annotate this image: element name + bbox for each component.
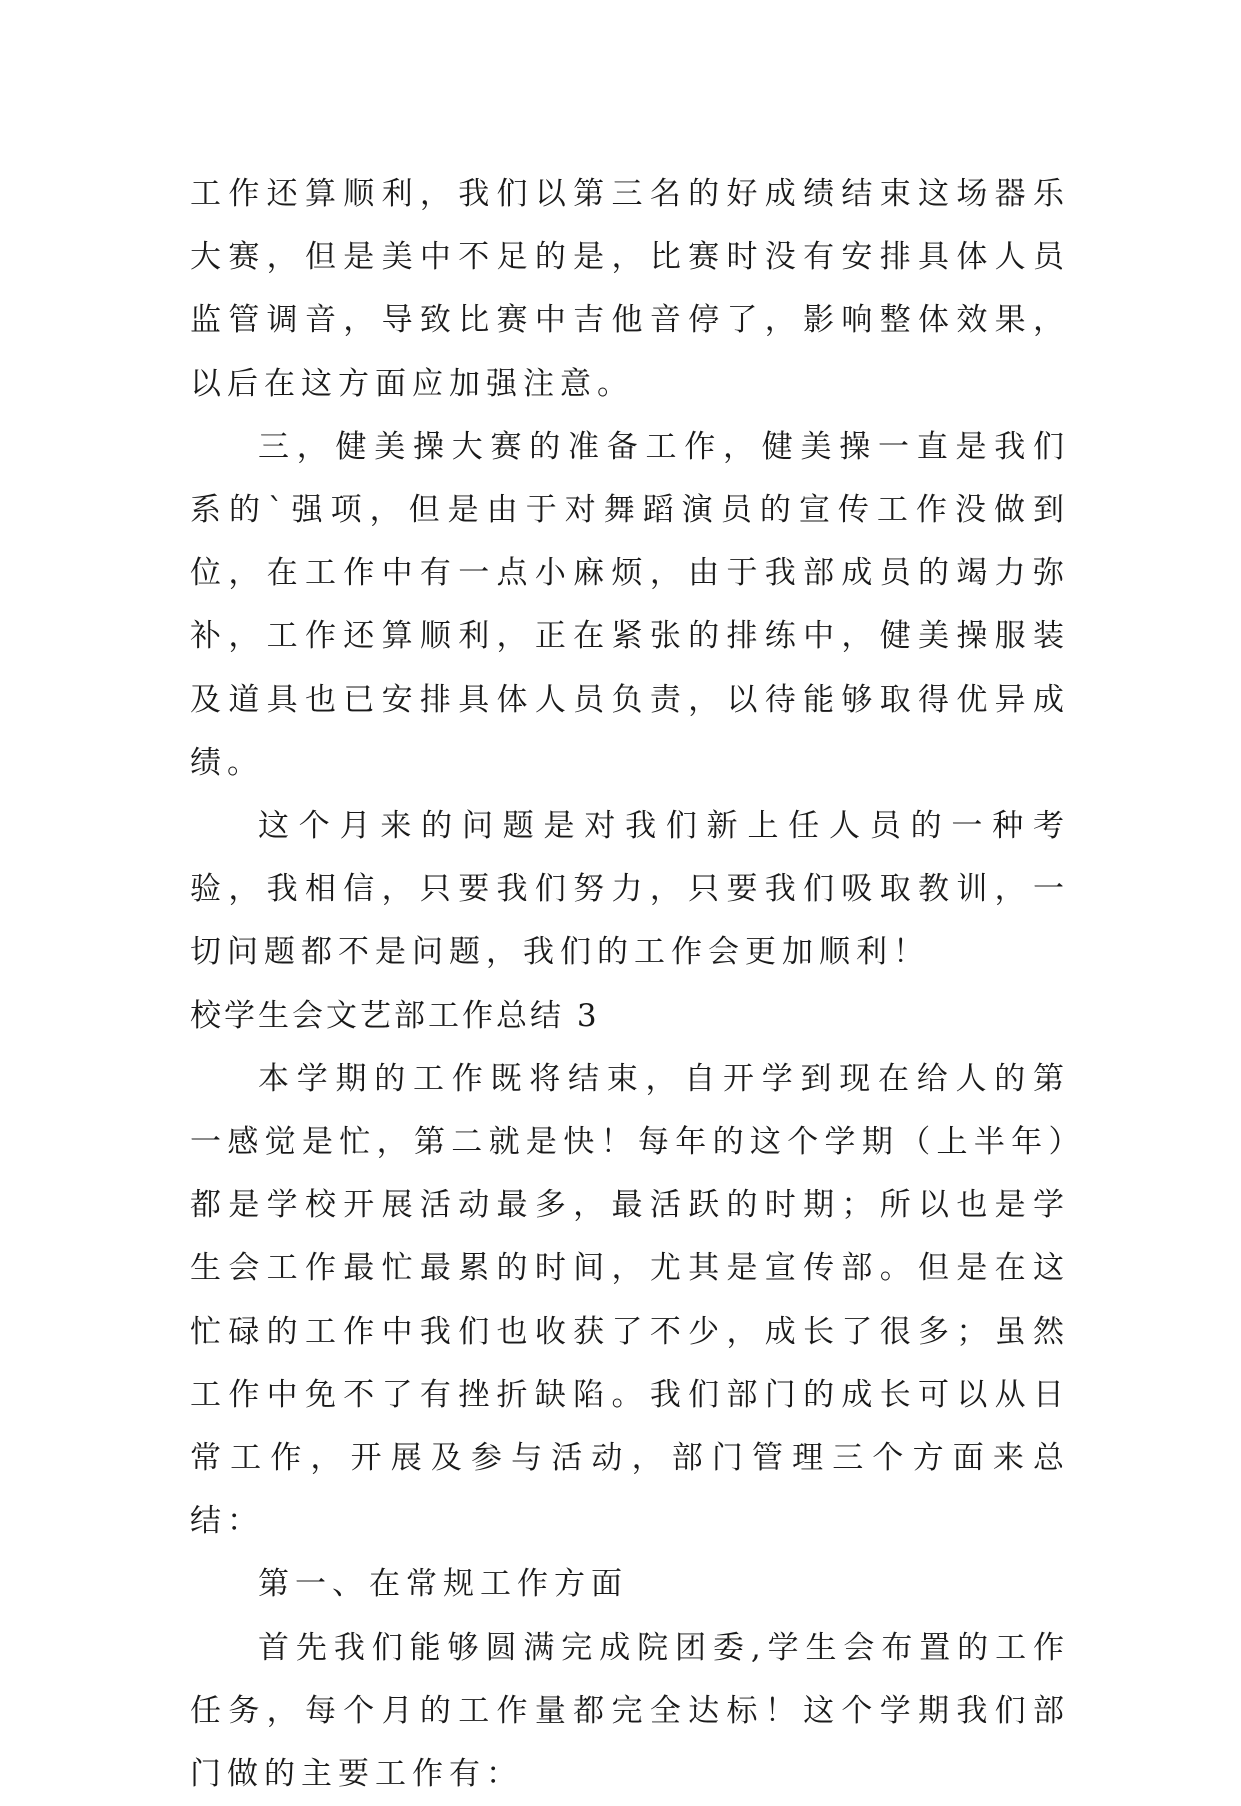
subheading-routine-work: 第一、在常规工作方面: [258, 1566, 628, 1603]
section-heading: 校学生会文艺部工作总结 3: [190, 997, 600, 1034]
document-body: [190, 163, 1070, 1806]
paragraph-semester-intro: 本学期的工作既将结束，自开学到现在给人的第一感觉是忙，第二就是快！每年的这个学期（上半年）都是学校开展活动最多，最活跃的时期；所以也是学生会工作最忙最累的时间，尤其是宣传部。但是在这忙碌的工作中我们也收获了不少，成长了很多；虽然工作中免不了有挫折缺陷。我们部门的成长可以从日常工作，开展及参与活动，部门管理三个方面来总结：: [190, 1060, 1070, 1540]
paragraph-monthly-reflection: 这个月来的问题是对我们新上任人员的一种考验，我相信，只要我们努力，只要我们吸取教训，一切问题都不是问题，我们的工作会更加顺利！: [190, 808, 1070, 971]
paragraph-continuation: 工作还算顺利，我们以第三名的好成绩结束这场器乐大赛，但是美中不足的是，比赛时没有安排具体人员监管调音，导致比赛中吉他音停了，影响整体效果，以后在这方面应加强注意。: [190, 176, 1070, 402]
paragraph-aerobics-preparation: 三，健美操大赛的准备工作，健美操一直是我们系的`强项，但是由于对舞蹈演员的宣传工作没做到位，在工作中有一点小麻烦，由于我部成员的竭力弥补，工作还算顺利，正在紧张的排练中，健美操服装及道具也已安排具体人员负责，以待能够取得优异成绩。: [190, 428, 1070, 781]
paragraph-routine-work: 首先我们能够圆满完成院团委,学生会布置的工作任务，每个月的工作量都完全达标！这个学期我们部门做的主要工作有：: [190, 1629, 1070, 1793]
